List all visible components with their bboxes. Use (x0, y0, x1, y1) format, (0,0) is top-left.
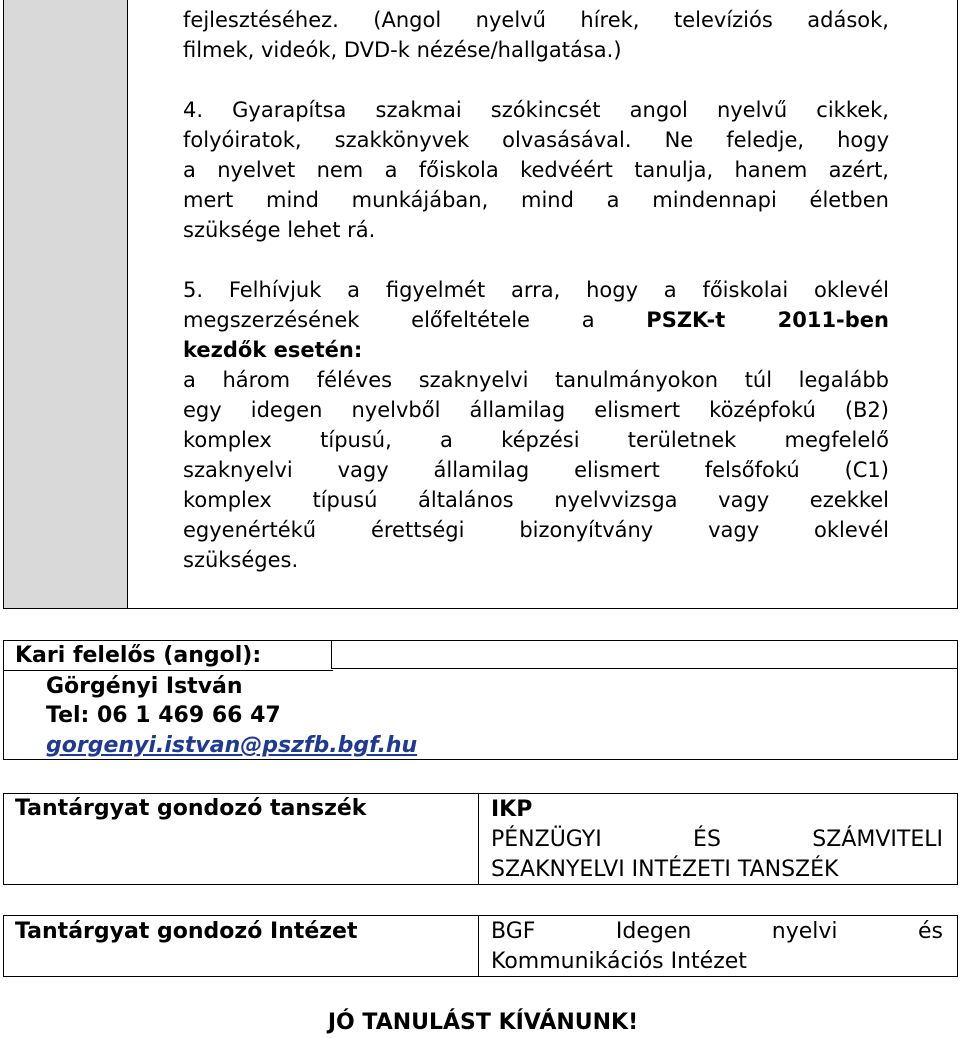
paragraph-vocabulary: 4. Gyarapítsa szakmai szókincsét angol nyelvű cikkek, folyóiratok, szakkönyvek olvasásával. Ne feledje, hogy a nyelvet nem a főiskola kedvéért tanulja, hanem azért, mert mind munkájában, mind a mindennapi életben szüksége lehet rá. (183, 98, 889, 242)
tanszek-divider (478, 794, 479, 884)
intezet-divider (478, 916, 479, 976)
tanszek-label: Tantárgyat gondozó tanszék (15, 796, 367, 821)
kari-empty-cell (331, 640, 958, 669)
info-box (3, 0, 958, 609)
requirement-line2: megszerzésének előfeltétele a PSZK-t 2011-ben (183, 308, 889, 332)
info-content (183, 5, 889, 575)
kari-phone: Tel: 06 1 469 66 47 (46, 703, 281, 728)
paragraph-listening: fejlesztéséhez. (Angol nyelvű hírek, televíziós adások, filmek, videók, DVD-k nézése/hallgatása.) (183, 8, 889, 62)
kari-email-link[interactable]: gorgenyi.istvan@pszfb.bgf.hu (46, 733, 418, 758)
kari-label: Kari felelős (angol): (15, 643, 262, 668)
left-margin-column (4, 0, 128, 608)
intezet-value: BGF Idegen nyelvi és Kommunikációs Intézet (491, 919, 943, 974)
intezet-label: Tantárgyat gondozó Intézet (15, 919, 358, 944)
closing-message: JÓ TANULÁST KÍVÁNUNK! (327, 1010, 639, 1035)
paragraph-requirement: 5. Felhívjuk a figyelmét arra, hogy a főiskolai oklevél megszerzésének előfeltétele a PSZK-t 2011-ben kezdők esetén: a három féléves szaknyelvi tanulmányokon túl legalább egy idegen nyelvből államilag elismert középfokú (B2) komplex típusú, a képzési területnek megfelelő szaknyelvi vagy államilag elismert felsőfokú (C1) komplex típusú általános nyelvvizsga vagy ezekkel egyenértékű érettségi bizonyítvány vagy oklevél szükséges. (183, 278, 889, 572)
tanszek-value: IKP PÉNZÜGYI ÉS SZÁMVITELI SZAKNYELVI INTÉZETI TANSZÉK (491, 797, 943, 882)
kari-name: Görgényi István (46, 674, 243, 699)
